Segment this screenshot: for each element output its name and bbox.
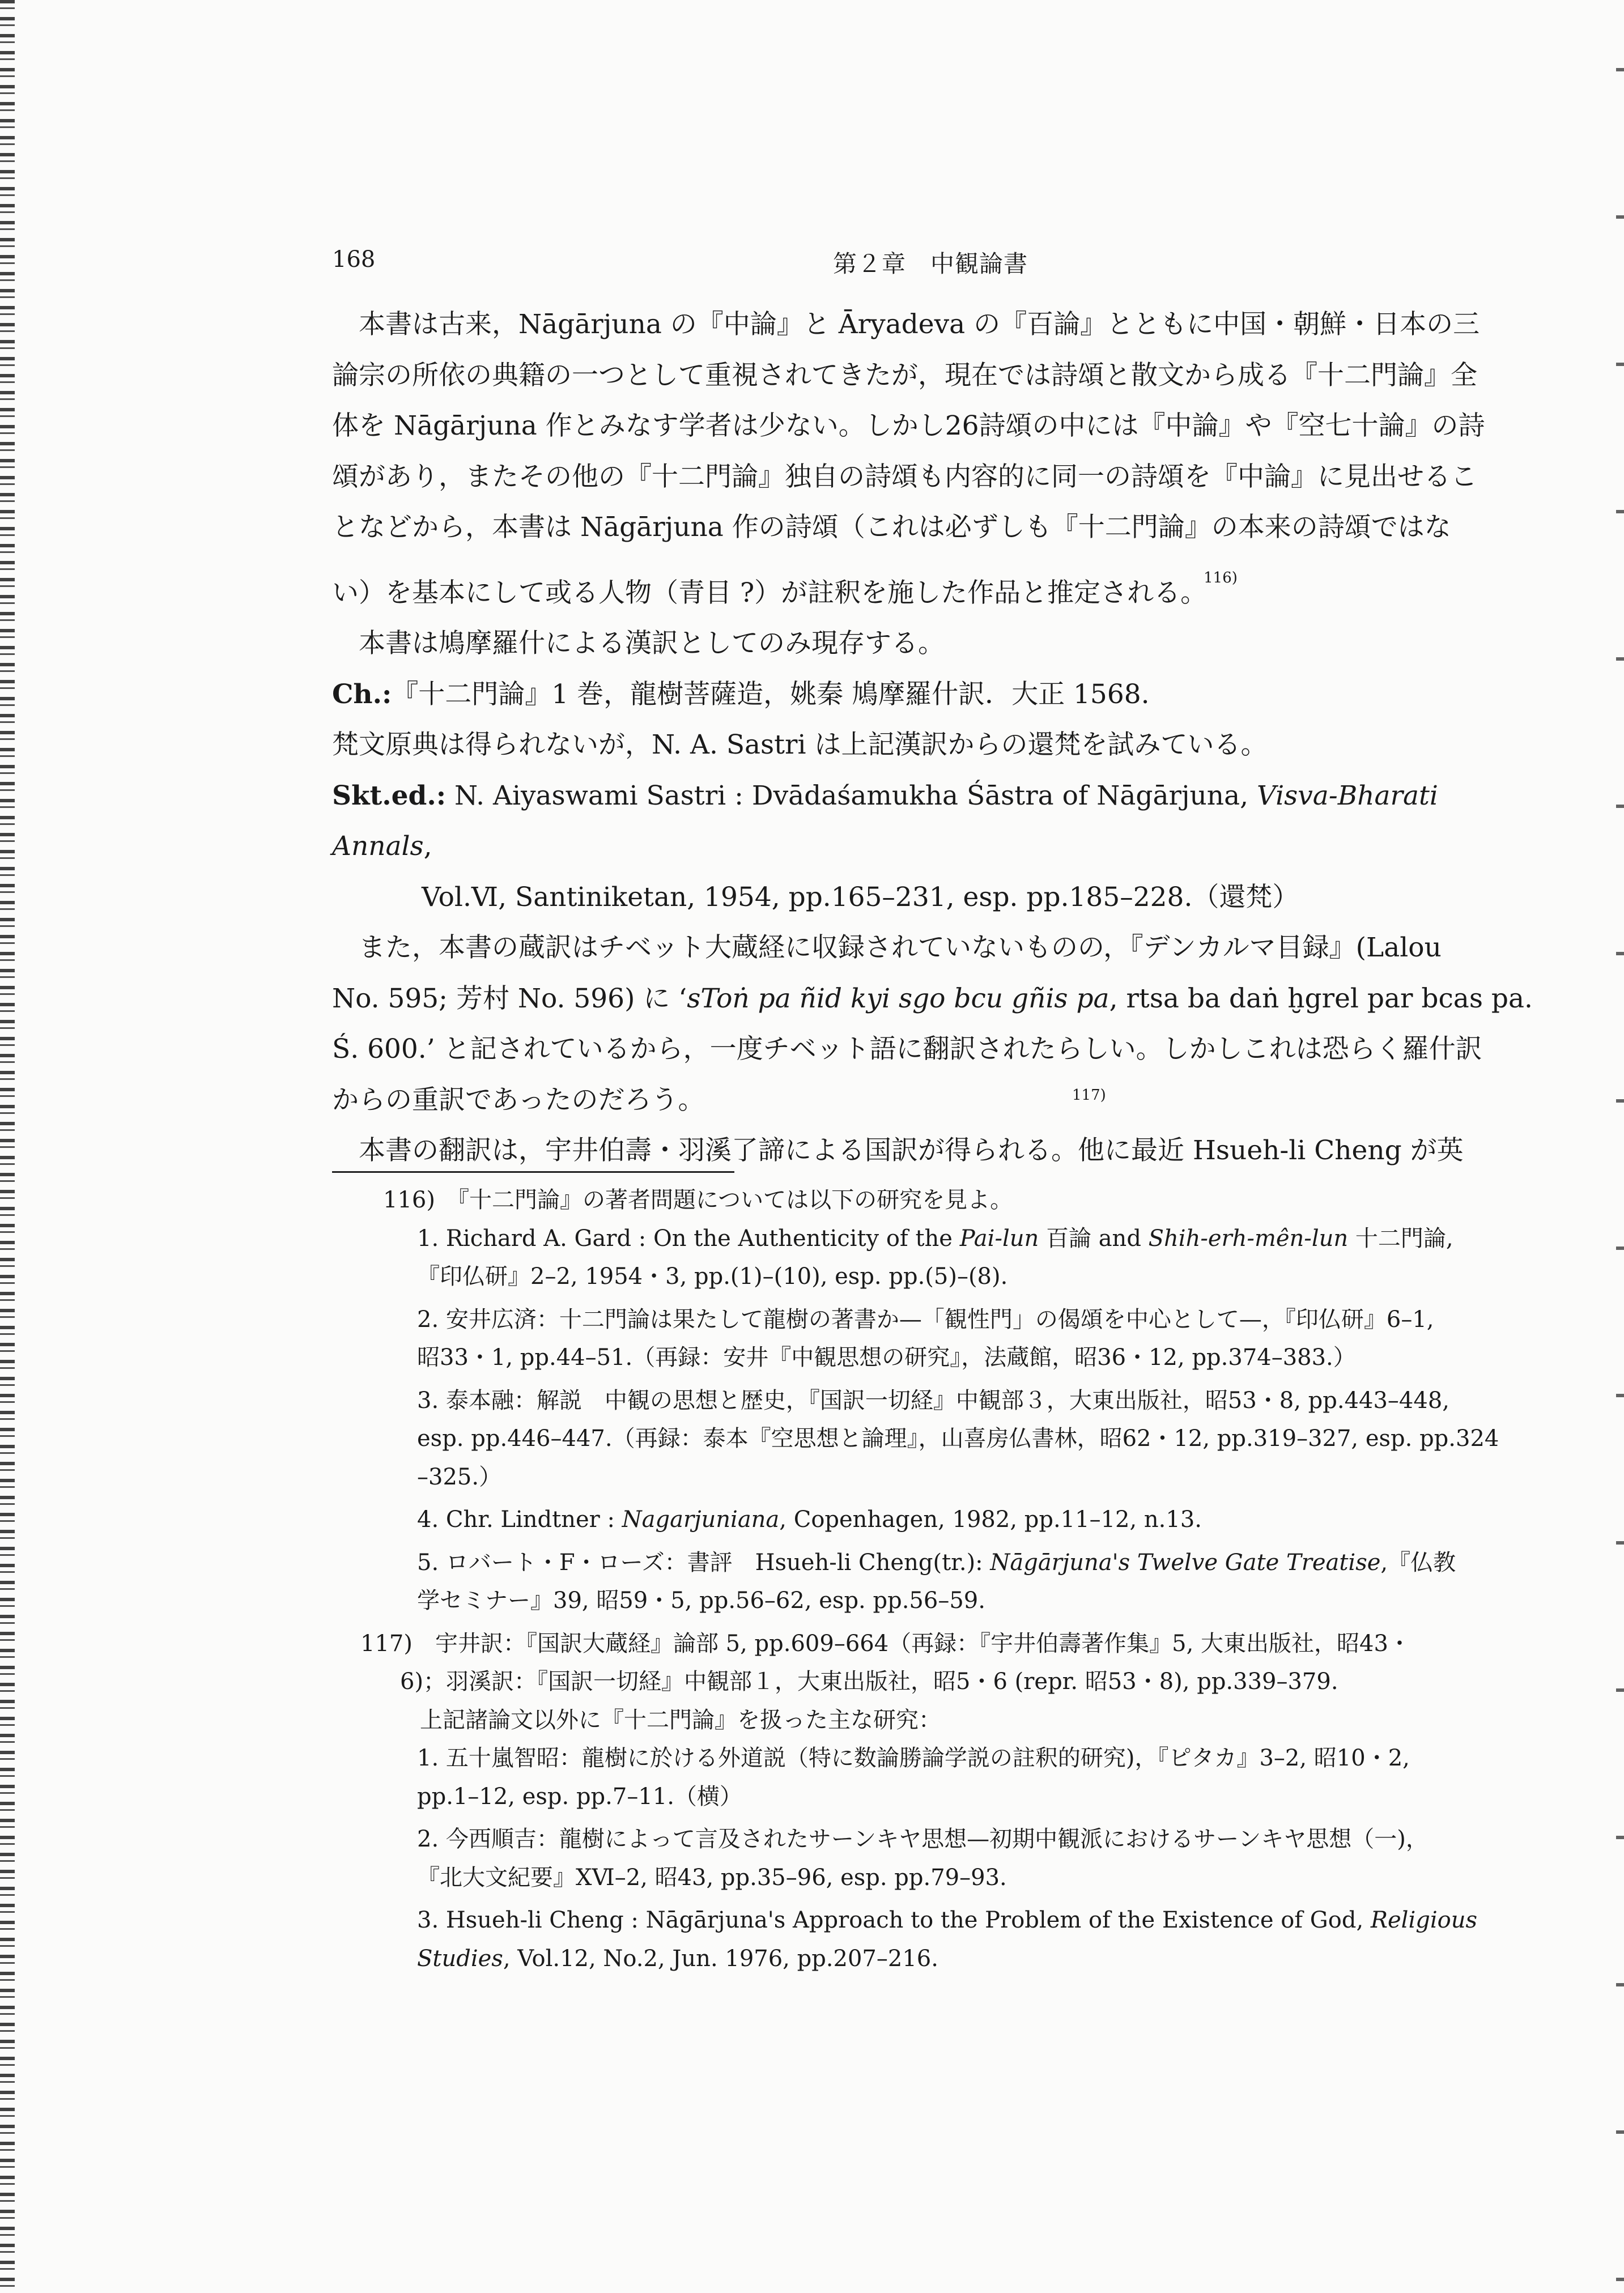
footnote-text: 1. Richard A. Gard : On the Authenticity of the <box>417 1225 960 1252</box>
footnote-item-cont: esp. pp.446–447.（再録：泰本『空思想と論理』，山喜房仏書林，昭62・12, pp.319–327, esp. pp.324 <box>417 1426 1499 1452</box>
body-line: Ś. 600.’ と記されているから，一度チベット語に翻訳されたらしい。しかしこれは恐らく羅什訳 <box>332 1033 1482 1065</box>
body-line <box>332 973 1542 1024</box>
footnote-ref-117: 117) <box>1072 1087 1106 1104</box>
ch-entry-text: 『十二門論』1 巻，龍樹菩薩造，姚秦 鳩摩羅什訳．大正 1568. <box>392 678 1150 710</box>
footnote-text: ,『仏教 <box>1380 1549 1456 1576</box>
footnote-item-cont: 昭33・1, pp.44–51.（再録：安井『中観思想の研究』，法蔵館，昭36・12, pp.374–383.） <box>417 1345 1356 1371</box>
footnote-item-cont: 『印仏研』2–2, 1954・3, pp.(1)–(10), esp. pp.(5)–(8). <box>417 1264 1008 1290</box>
footnote-title: Nāgārjuna's Twelve Gate Treatise <box>990 1549 1381 1576</box>
footnote-item <box>332 1501 1542 1539</box>
footnote-text: 百論 and <box>1039 1225 1149 1252</box>
footnote-text: 十二門論, <box>1348 1225 1453 1252</box>
body-line: 体を Nāgārjuna 作とみなす学者は少ない。しかし26詩頌の中には『中論』や『空七十論』の詩 <box>332 410 1485 441</box>
body-line: からの重訳であったのだろう。 <box>332 1084 705 1116</box>
footnote-item: 2. 安井広済：十二門論は果たして龍樹の著書か—「観性門」の偈頌を中心として—，『印仏研』6–1, <box>417 1306 1434 1333</box>
skt-comma: , <box>423 831 432 862</box>
scan-edge-left <box>0 0 15 2293</box>
skt-entry <box>332 771 1542 872</box>
footnote-text: , Vol.12, No.2, Jun. 1976, pp.207–216. <box>503 1945 938 1972</box>
skt-entry-text: N. Aiyaswami Sastri : Dvādaśamukha Śāstra of Nāgārjuna, <box>454 780 1257 811</box>
footnote-item-cont <box>332 1940 1542 1979</box>
footnote-title: Religious <box>1370 1907 1478 1933</box>
footnote-text: 4. Chr. Lindtner : <box>417 1507 622 1533</box>
running-title: 第２章 中観論書 <box>833 250 1028 278</box>
footnotes <box>332 1181 1542 1978</box>
scan-edge-right <box>1616 0 1624 2293</box>
body-line-text: , rtsa ba daṅ ḫgrel par bcas pa. <box>1109 982 1533 1014</box>
footnote-title: Shih-erh-mên-lun <box>1148 1225 1349 1252</box>
footnote-item <box>332 1544 1542 1582</box>
body-text <box>332 299 1542 1176</box>
footnote-item: 1. 五十嵐智昭：龍樹に於ける外道説（特に数論勝論学説の註釈的研究)，『ピタカ』3–2, 昭10・2, <box>417 1745 1410 1771</box>
footnote-title: Pai-lun <box>959 1225 1039 1252</box>
body-line <box>332 1125 1542 1176</box>
footnote-117: 117) 宇井訳：『国訳大蔵経』論部 5, pp.609–664（再録：『宇井伯壽著作集』5, 大東出版社，昭43・ <box>360 1630 1411 1657</box>
tibetan-title: sToṅ pa ñid kyi sgo bcu gñis pa <box>687 982 1109 1014</box>
footnote-117-cont: 6)；羽溪訳：『国訳一切経』中観部１，大東出版社，昭5・6 (repr. 昭53・8), pp.339–379. <box>400 1669 1338 1695</box>
body-line: 頌があり，またその他の『十二門論』独自の詩頌も内容的に同一の詩頌を『中論』に見出せるこ <box>332 461 1477 492</box>
footnote-117-cont: 上記諸論文以外に『十二門論』を扱った主な研究： <box>420 1707 941 1733</box>
body-line-text: 本書の翻訳は，宇井伯壽・羽溪了諦による国訳が得られる。他に最近 Hsueh-li Cheng が英 <box>359 1135 1464 1166</box>
body-line-text: No. 595; 芳村 No. 596) に ‘ <box>332 982 687 1014</box>
footnote-item-cont: 『北大文紀要』XⅥ–2, 昭43, pp.35–96, esp. pp.79–93. <box>417 1864 1007 1891</box>
body-line-text: い）を基本にして或る人物（青目 ?）が註釈を施した作品と推定される。 <box>332 577 1208 609</box>
body-line: となどから，本書は Nāgārjuna 作の詩頌（これは必ずしも『十二門論』の本来の詩頌ではな <box>332 512 1451 543</box>
body-line: 本書は鳩摩羅什による漢訳としてのみ現存する。 <box>359 628 945 659</box>
footnote-item <box>332 1220 1542 1258</box>
footnote-item: 3. 泰本融：解説 中観の思想と歴史，『国訳一切経』中観部３，大東出版社，昭53・8, pp.443–448, <box>417 1387 1449 1414</box>
body-line: また，本書の蔵訳はチベット大蔵経に収録されていないものの，『デンカルマ目録』(Lalou <box>359 932 1442 963</box>
body-line: 梵文原典は得られないが，N. A. Sastri は上記漢訳からの還梵を試みている。 <box>332 729 1268 760</box>
body-line: 論宗の所依の典籍の一つとして重視されてきたが，現在では詩頌と散文から成る『十二門論』全 <box>332 359 1477 391</box>
ch-label: Ch.: <box>332 678 392 710</box>
skt-entry-cont: Vol.Ⅵ, Santiniketan, 1954, pp.165–231, esp. pp.185–228.（還梵） <box>422 881 1299 913</box>
footnote-item-cont: pp.1–12, esp. pp.7–11.（横） <box>417 1783 742 1810</box>
footnote-text: , Copenhagen, 1982, pp.11–12, n.13. <box>779 1507 1202 1533</box>
footnote-item: 2. 今西順吉：龍樹によって言及されたサーンキヤ思想—初期中観派におけるサーンキヤ思想（一)， <box>417 1826 1429 1852</box>
footnote-ref-116: 116) <box>1204 569 1238 586</box>
footnote-item-cont: 学セミナー』39, 昭59・5, pp.56–62, esp. pp.56–59. <box>417 1588 985 1614</box>
footnote-title: Studies <box>417 1945 503 1972</box>
skt-journal: Visva-Bharati Annals <box>332 780 1438 862</box>
footnote-item-cont: –325.） <box>417 1464 502 1490</box>
footnote-item <box>332 1901 1542 1940</box>
footnote-text: 5. ロバート・F・ローズ：書評 Hsueh-li Cheng(tr.): <box>417 1549 990 1576</box>
body-line <box>332 553 1542 619</box>
footnote-divider <box>332 1171 734 1173</box>
body-line: 本書は古来，Nāgārjuna の『中論』と Āryadeva の『百論』とともに中国・朝鮮・日本の三 <box>359 309 1480 340</box>
footnote-title: Nagarjuniana <box>622 1507 780 1533</box>
ch-entry <box>332 669 1542 720</box>
page-number: 168 <box>332 246 376 273</box>
skt-label: Skt.ed.: <box>332 780 447 811</box>
footnote-116: 116) 『十二門論』の著者問題については以下の研究を見よ。 <box>383 1187 1013 1213</box>
footnote-text: 3. Hsueh-li Cheng : Nāgārjuna's Approach to the Problem of the Existence of God, <box>417 1907 1371 1933</box>
